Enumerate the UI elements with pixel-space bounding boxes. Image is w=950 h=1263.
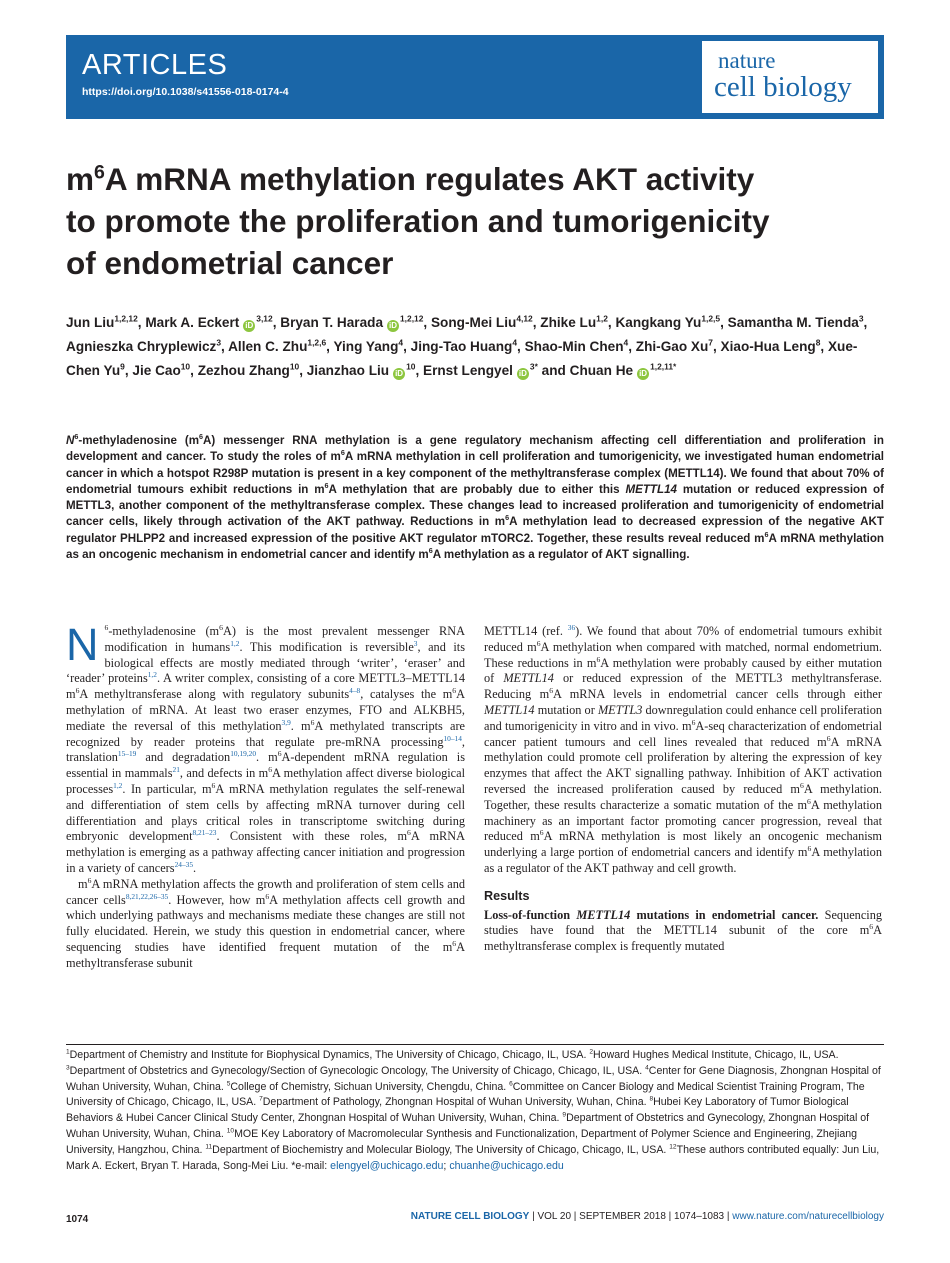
author-name: Zhi-Gao Xu [635, 339, 709, 354]
section-label: ARTICLES [82, 49, 228, 81]
author-name: Song-Mei Liu [430, 315, 517, 330]
author-name: Xiao-Hua Leng [720, 339, 816, 354]
body-paragraph: Loss-of-function METTL14 mutations in endometrial cancer. Sequencing studies have found that the METTL14 subunit of the core $m^6A$ methyltransferase complex is frequently mutated [484, 907, 882, 954]
body-paragraph: $m^6A$ mRNA methylation affects the growth and proliferation of stem cells and cancer cells$^{8,21,22,26-35}$. However, how $m^6A$ methylation affects cell growth and which underlying pathways and mechanisms mediate these changes are still not fully elucidated. Herein, we study this question in endometrial cancer, where sequencing studies have identified frequent mutation of the $m^6A$ methyltransferase subunit [66, 875, 465, 970]
body-column-left [66, 619, 466, 972]
body-column-right [484, 624, 882, 955]
author-affiliation-marker: 1,2,5 [701, 313, 721, 324]
body-paragraph: $^6$-methyladenosine $(m^6A)$ is the most prevalent messenger RNA modification in humans$^{1,2}$. This modification is reversible$^3$, and its biological effects are mostly mediated through ‘writer’, ‘eraser’ and ‘reader’ proteins$^{1,2}$. A writer complex, consisting of a core METTL3–METTL14 $m^6A$ methyltransferase along with regulatory subunits$^{4-8}$, catalyses the $m^6A$ methylation of mRNA. At least two eraser enzymes, FTO and ALKBH5, mediate the reversal of this methylation$^{3,9}$. $m^6A$ methylated transcripts are recognized by reader proteins that regulate pre-mRNA processing$^{10-14}$, translation$^{15-19}$ and degradation$^{10,19,20}$. $m^6A$-dependent mRNA regulation is essential in mammals$^{21}$, and defects in $m^6A$ methylation affect diverse biological processes$^{1,2}$. In particular, $m^6A$ mRNA methylation regulates the self-renewal and differentiation of stem cells by affecting mRNA turnover during cell differentiation and plays critical roles in transcriptome switching during embryonic development$^{8,21-23}$. Consistent with these roles, $m^6A$ mRNA methylation is emerging as a pathway affecting cancer initiation and progression in a variety of cancers$^{24-35}$. [66, 622, 466, 875]
author-name: Shao-Min Chen [524, 339, 624, 354]
orcid-icon[interactable]: iD [395, 369, 404, 378]
author-name: Bryan T. Harada [280, 315, 383, 330]
footnote-divider [66, 1044, 884, 1045]
author-affiliation-marker: 3 [858, 313, 864, 324]
orcid-icon[interactable]: iD [518, 369, 527, 378]
author-name: Samantha M. Tienda [727, 315, 859, 330]
author-name: Agnieszka Chryplewicz [66, 339, 217, 354]
author-affiliation-marker: 4,12 [516, 313, 533, 324]
author-name: Jun Liu [66, 315, 115, 330]
author-affiliation-marker: 10 [289, 361, 300, 372]
author-name: Zezhou Zhang [197, 363, 290, 378]
abstract: $N^6$-methyladenosine $(m^6A)$ messenger RNA methylation is a gene regulatory mechanism affecting cell differentiation and proliferation in development and cancer. To study the roles of $m^6A$ mRNA methylation in cell proliferation and tumorigenicity, we investigated human endometrial cancer in which a hotspot R298P mutation is present in a key component of the methyltransferase complex (METTL14). We found that about 70% of endometrial tumours exhibit reductions in $m^6A$ methylation that are probably due to either this METTL14 mutation or reduced expression of METTL3, another component of the methyltransferase complex. These changes lead to increased proliferation and tumorigenicity of endometrial cancer cells, likely through activation of the AKT pathway. Reductions in $m^6A$ methylation lead to decreased expression of the negative AKT regulator PHLPP2 and increased expression of the positive AKT regulator mTORC2. Together, these results reveal reduced $m^6A$ mRNA methylation as an oncogenic mechanism in endometrial cancer and identify $m^6A$ methylation as a regulator of AKT signalling. [66, 432, 884, 562]
author-affiliation-marker: 3* [529, 361, 538, 372]
author-list: Jun Liu$^{1,2,12}$, Mark A. Eckert iD$^{3,12}$, Bryan T. Harada iD$^{1,2,12}$, Song-Mei Liu$^{4,12}$, Zhike Lu$^{1,2}$, Kangkang Yu$^{1,2,5}$, Samantha M. Tienda$^3$, Agnieszka Chryplewicz$^3$, Allen C. Zhu$^{1,2,6}$, Ying Yang$^4$, Jing-Tao Huang$^4$, Shao-Min Chen$^4$, Zhi-Gao Xu$^7$, Xiao-Hua Leng$^8$, Xue-Chen Yu$^9$, Jie Cao$^{10}$, Zezhou Zhang$^{10}$, Jianzhao Liu $iD^{10}$, Ernst Lengyel $iD^{3*}$ and Chuan He $iD^{1,2,11*}$ [66, 313, 868, 378]
footer-citation [411, 1211, 884, 1222]
author-affiliation-marker: 8 [815, 337, 821, 348]
orcid-icon[interactable]: iD [389, 321, 397, 330]
author-name: Xue-Chen Yu [66, 339, 858, 378]
author-name: Mark A. Eckert [145, 315, 240, 330]
author-affiliation-marker: 10 [406, 361, 416, 372]
author-affiliation-marker: 1,2,12 [400, 313, 424, 324]
page-number: 1074 [66, 1214, 89, 1225]
author-affiliation-marker: 4 [512, 337, 518, 348]
email-link-lengyel[interactable]: elengyel@uchicago.edu [330, 1159, 444, 1172]
author-name: Jing-Tao Huang [410, 339, 513, 354]
author-affiliation-marker: 4 [623, 337, 629, 348]
author-affiliation-marker: 3,12 [256, 313, 273, 324]
article-header-banner [66, 35, 884, 119]
article-title: $m^6A$ mRNA methylation regulates AKT activity to promote the proliferation and tumorigenicity of endometrial cancer [66, 161, 770, 281]
author-name: Zhike Lu [540, 315, 597, 330]
author-affiliation-marker: 3 [216, 337, 222, 348]
email-link-he[interactable]: chuanhe@uchicago.edu [449, 1159, 564, 1172]
orcid-icon[interactable]: iD [639, 369, 648, 378]
author-name: Jie Cao [132, 363, 181, 378]
author-affiliation-marker: 1,2 [596, 313, 608, 324]
body-paragraph: METTL14 (ref. $^{36}$). We found that about 70% of endometrial tumours exhibit reduced $m^6A$ methylation when compared with matched, normal endometrium. These reductions in $m^6A$ methylation were probably caused by either mutation of METTL14 or reduced expression of the METTL3 methyltransferase. Reducing $m^6A$ mRNA levels in endometrial cancer cells through either METTL14 mutation or METTL3 downregulation could enhance cell proliferation and tumorigenicity in vitro and in vivo. $m^6A$-seq characterization of endometrial cancer patient tumours and cell lines revealed that reduced $m^6A$ mRNA methylation could promote cell proliferation by altering the expression of key enzymes that affect the AKT signalling pathway. Inhibition of AKT activation reversed the increased proliferation caused by reduced $m^6A$ methylation. Together, these results characterize a somatic mutation of the $m^6A$ methylation machinery as an important factor promoting cancer progression, reveal that reduced $m^6A$ mRNA methylation is most likely an oncogenic mechanism underlying a large portion of endometrial cancers and identify $m^6A$ methylation as a regulator of the AKT pathway and cell growth. [484, 622, 883, 875]
affiliations: $^1$Department of Chemistry and Institute for Biophysical Dynamics, The University of Chicago, Chicago, IL, USA. $^2$Howard Hughes Medical Institute, Chicago, IL, USA. $^3$Department of Obstetrics and Gynecology/Section of Gynecologic Oncology, The University of Chicago, Chicago, IL, USA. $^4$Center for Gene Diagnosis, Zhongnan Hospital of Wuhan University, Wuhan, China. $^5$College of Chemistry, Sichuan University, Chengdu, China. $^6$Committee on Cancer Biology and Medical Scientist Training Program, The University of Chicago, Chicago, IL, USA. $^7$Department of Pathology, Zhongnan Hospital of Wuhan University, Wuhan, China. $^8$Hubei Key Laboratory of Tumor Biological Behaviors & Hubei Cancer Clinical Study Center, Zhongnan Hospital of Wuhan University, Wuhan, China. $^9$Department of Obstetrics and Gynecology, Zhongnan Hospital of Wuhan University, Wuhan, China. $^{10}$MOE Key Laboratory of Macromolecular Synthesis and Functionalization, Department of Polymer Science and Engineering, Zhejiang University, Hangzhou, China. $^{11}$Department of Biochemistry and Molecular Biology, The University of Chicago, Chicago, IL, USA. $^{12}$These authors contributed equally: Jun Liu, Mark A. Eckert, Bryan T. Harada, Song-Mei Liu. *e-mail: elengyel@uchicago.edu; chuanhe@uchicago.edu [66, 1048, 881, 1172]
journal-logo-top: nature [718, 48, 776, 73]
footer-issue: | VOL 20 | SEPTEMBER 2018 | 1074–1083 | [529, 1211, 733, 1222]
author-name: Jianzhao Liu [306, 363, 390, 378]
results-heading: Results [484, 888, 530, 903]
author-name: Kangkang Yu [615, 315, 702, 330]
author-affiliation-marker: 7 [708, 337, 713, 348]
author-name: Ernst Lengyel [423, 363, 513, 378]
author-name: Ying Yang [333, 339, 399, 354]
author-name: Chuan He [569, 363, 634, 378]
author-affiliation-marker: 1,2,11* [650, 361, 677, 372]
author-affiliation-marker: 4 [398, 337, 404, 348]
subsection-heading: Loss-of-function METTL14 mutations in endometrial cancer. [484, 907, 819, 922]
doi-link[interactable]: https://doi.org/10.1038/s41556-018-0174-4 [82, 86, 289, 98]
author-affiliation-marker: 9 [120, 361, 125, 372]
author-affiliation-marker: 10 [180, 361, 191, 372]
author-affiliation-marker: 1,2,6 [307, 337, 327, 348]
author-affiliation-marker: 1,2,12 [114, 313, 138, 324]
journal-url-link[interactable]: www.nature.com/naturecellbiology [732, 1211, 884, 1222]
drop-cap: N [66, 619, 99, 670]
orcid-icon[interactable]: iD [245, 321, 254, 330]
journal-logo [702, 41, 878, 113]
author-name: Allen C. Zhu [228, 339, 308, 354]
footer-journal: NATURE CELL BIOLOGY [410, 1211, 530, 1222]
journal-logo-bottom: cell biology [714, 71, 852, 103]
